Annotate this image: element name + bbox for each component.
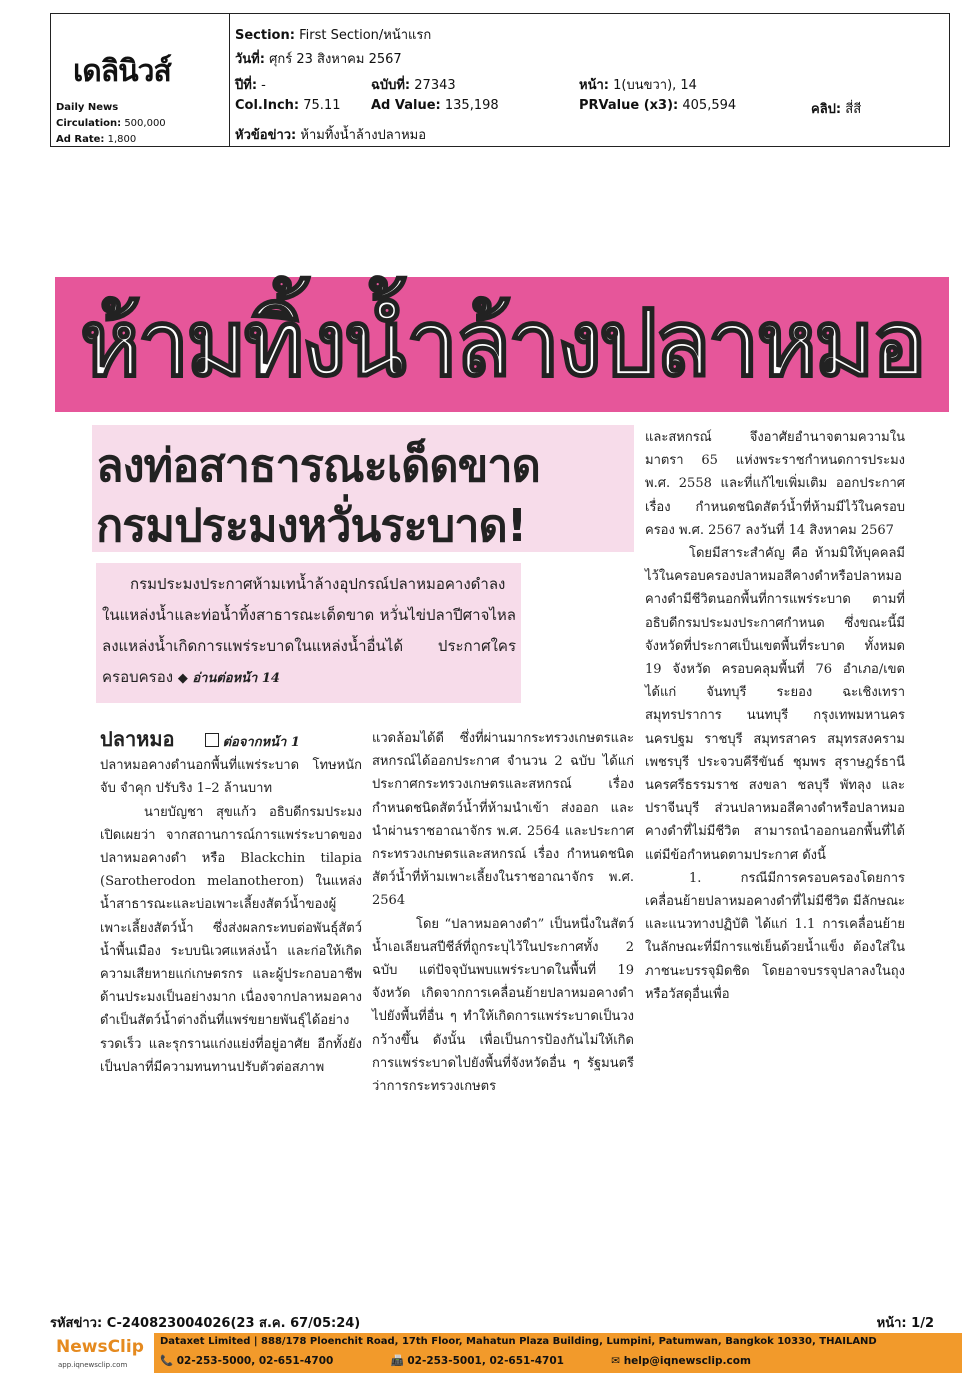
contact-strip [154,1333,962,1373]
newspaper-logo: เดลินิวส์ [73,54,171,89]
article-column-3 [645,426,905,1006]
lead-box [96,563,521,703]
subheadline-line-2: กรมประมงหวั่นระบาด! [96,499,527,552]
publication-block [51,14,230,146]
ad-rate: 1,800 [107,134,137,145]
paragraph: และสหกรณ์ จึงอาศัยอำนาจตามความในมาตรา 65 แห่งพระราชกำหนดการประมง พ.ศ. 2558 และที่แก้ไขเพิ่มเติม ออกประกาศ เรื่อง กำหนดชนิดสัตว์น้ำที่ห้ามมีไว้ในครอบครอง พ.ศ. 2567 ลงวันที่ 14 สิงหาคม 2567 [645,430,905,538]
year-field: ปีที่: - [235,78,266,93]
contact-line [160,1354,751,1367]
headline-banner [55,277,949,412]
subheadline [92,425,634,552]
footer-bar [50,1331,962,1373]
advalue-field: Ad Value: 135,198 [371,98,499,113]
headline-field: หัวข้อข่าว: ห้ามทิ้งน้ำล้างปลาหมอ [235,128,427,143]
clip-field: คลิป: สี่สี [811,102,862,117]
paragraph: โดยมีสาระสำคัญ คือ ห้ามมิให้บุคคลมีไว้ในครอบครองปลาหมอสีคางดำหรือปลาหมอคางดำมีชีวิตนอกพื้นที่การแพร่ระบาด ตามที่อธิบดีกรมประมงประกาศกำหนด ซึ่งขณะนี้มีจังหวัดที่ประกาศเป็นเขตพื้นที่ระบาด ทั้งหมด 19 จังหวัด ครอบคลุมพื้นที่ 76 อำเภอ/เขต ได้แก่ จันทบุรี ระยอง ฉะเชิงเทรา สมุทรปราการ นนทบุรี กรุงเทพมหานคร นครปฐม ราชบุรี สมุทรสาคร สมุทรสงคราม เพชรบุรี ประจวบคีรีขันธ์ ชุมพร สุราษฎร์ธานี นครศรีธรรมราช สงขลา ชลบุรี พัทลุง และปราจีนบุรี ส่วนปลาหมอสีคางดำหรือปลาหมอคางดำที่ไม่มีชีวิต สามารถนำออกนอกพื้นที่ได้ แต่มีข้อกำหนดตามประกาศ ดังนี้ [645,546,905,863]
fax-numbers: 📠 02-253-5001, 02-651-4701 [390,1355,564,1367]
publication-info: Daily News Circulation: 500,000 Ad Rate: 1,800 [56,102,166,145]
clipping-header [50,13,950,147]
date-field: วันที่: ศุกร์ 23 สิงหาคม 2567 [235,52,402,67]
prvalue-field: PRValue (x3): 405,594 [579,98,737,113]
circulation: 500,000 [124,118,166,129]
newsclip-url[interactable]: app.iqnewsclip.com [58,1361,128,1369]
subheadline-line-1: ลงท่อสาธารณะเด็ดขาด [96,439,540,492]
article-column-1 [100,728,362,1079]
paragraph: ปลาหมอคางดำนอกพื้นที่แพร่ระบาด โทษหนักจับ จำคุก ปรับริง 1–2 ล้านบาท [100,758,362,797]
headline-text: ห้ามทิ้งน้ำล้างปลาหมอ [79,290,924,397]
lead-paragraph: กรมประมงประกาศห้ามเทน้ำล้างอุปกรณ์ปลาหมอคางดำลงในแหล่งน้ำและท่อน้ำทิ้งสาธารณะเด็ดขาด หวั่นไข่ปลาปีศาจไหลลงแหล่งน้ำเกิดการแพร่ระบาดในแหล่งน้ำอื่นได้ ประกาศใครครอบครอง ◆ อ่านต่อหน้า 14 [102,575,516,686]
company-address: Dataxet Limited | 888/178 Ploenchit Road, 17th Floor, Mahatun Plaza Building, Lumpini, Patumwan, Bangkok 10330, THAILAND [160,1336,877,1347]
news-code: รหัสข่าว: C-240823004026(23 ส.ค. 67/05:24) [50,1316,361,1331]
newsclip-logo[interactable]: NewsClip app.iqnewsclip.com [50,1331,150,1373]
colinch-field: Col.Inch: 75.11 [235,98,341,113]
page-field: หน้า: 1(บนขวา), 14 [579,78,697,93]
column-kicker: ปลาหมอ ต่อจากหน้า 1 [100,727,300,751]
issue-field: ฉบับที่: 27343 [371,78,456,93]
email-link[interactable]: ✉ help@iqnewsclip.com [611,1355,751,1367]
paragraph: โดย “ปลาหมอคางดำ” เป็นหนึ่งในสัตว์น้ำเอเลียนสปีชีส์ที่ถูกระบุไว้ในประกาศทั้ง 2 ฉบับ แต่ปัจจุบันพบแพร่ระบาดในพื้นที่ 19 จังหวัด เกิดจากการเคลื่อนย้ายปลาหมอคางดำไปยังพื้นที่อื่น ๆ ทำให้เกิดการแพร่ระบาดเป็นวงกว้างขึ้น ดังนั้น เพื่อเป็นการป้องกันไม่ให้เกิดการแพร่ระบาดไปยังพื้นที่จังหวัดอื่น ๆ รัฐมนตรีว่าการกระทรวงเกษตร [372,916,634,1095]
publication-name: Daily News [56,102,119,113]
read-more: ◆ อ่านต่อหน้า 14 [177,671,280,686]
checkbox-icon [205,733,219,747]
section-field: Section: First Section/หน้าแรก [235,28,432,43]
paragraph: 1. กรณีมีการครอบครองโดยการเคลื่อนย้ายปลาหมอคางดำที่ไม่มีชีวิต มีลักษณะและแนวทางปฏิบัติ ได้แก่ 1.1 การเคลื่อนย้ายในลักษณะที่มีการแช่เย็นด้วยน้ำแข็ง ต้องใส่ในภาชนะบรรจุมิดชิด โดยอาจบรรจุปลาลงในถุงหรือวัสดุอื่นเพื่อ [645,870,905,1002]
paragraph: แวดล้อมได้ดี ซึ่งที่ผ่านมากระทรวงเกษตรและสหกรณ์ได้ออกประกาศ จำนวน 2 ฉบับ ได้แก่ ประกาศกระทรวงเกษตรและสหกรณ์ เรื่อง กำหนดชนิดสัตว์น้ำที่ห้ามนำเข้า ส่งออก และนำผ่านราชอาณาจักร พ.ศ. 2564 และประกาศกระทรวงเกษตรและสหกรณ์ เรื่อง กำหนดชนิดสัตว์น้ำที่ห้ามเพาะเลี้ยงในราชอาณาจักร พ.ศ. 2564 [372,731,634,909]
paragraph: นายบัญชา สุขแก้ว อธิบดีกรมประมง เปิดเผยว่า จากสถานการณ์การแพร่ระบาดของปลาหมอคางดำ หรือ Blackchin tilapia (Sarotherodon melanotheron) ในแหล่งน้ำสาธารณะและบ่อเพาะเลี้ยงสัตว์น้ำของผู้เพาะเลี้ยงสัตว์น้ำ ซึ่งส่งผลกระทบต่อพันธุ์สัตว์น้ำพื้นเมือง ระบบนิเวศแหล่งน้ำ และก่อให้เกิดความเสียหายแก่เกษตรกร และผู้ประกอบอาชีพด้านประมงเป็นอย่างมาก เนื่องจากปลาหมอคางดำเป็นสัตว์น้ำต่างถิ่นที่แพร่ขยายพันธุ์ได้อย่างรวดเร็ว และรุกรานแก่งแย่งที่อยู่อาศัย อีกทั้งยังเป็นปลาที่มีความทนทานปรับตัวต่อสภาพ [100,804,362,1075]
page-number: หน้า: 1/2 [876,1316,934,1331]
phone-numbers: 📞 02-253-5000, 02-651-4700 [160,1355,334,1367]
article-column-2 [372,727,634,1098]
continued-marker: ต่อจากหน้า 1 [222,735,300,750]
